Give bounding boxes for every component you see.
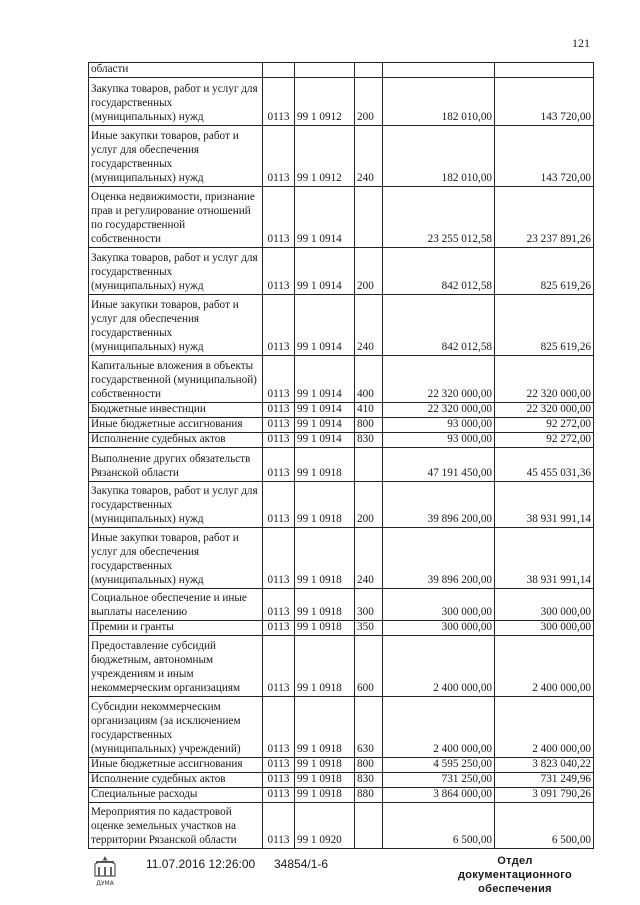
row-fact-amount <box>495 63 594 78</box>
row-name: Исполнение судебных актов <box>89 772 263 787</box>
timestamp: 11.07.2016 12:26:00 <box>146 857 256 871</box>
row-fact-amount: 825 619,26 <box>495 248 594 295</box>
row-fact-amount: 825 619,26 <box>495 295 594 356</box>
row-expense-type: 200 <box>355 78 383 126</box>
row-fact-amount: 38 931 991,14 <box>495 481 594 527</box>
table-row <box>89 126 594 187</box>
svg-text:ДУМА: ДУМА <box>96 880 114 887</box>
row-article-code: 99 1 0918 <box>295 481 355 527</box>
row-section-code: 0113 <box>263 787 295 802</box>
row-fact-amount: 143 720,00 <box>495 126 594 187</box>
row-expense-type: 800 <box>355 418 383 433</box>
table-row <box>89 432 594 447</box>
row-plan-amount: 47 191 450,00 <box>383 447 495 481</box>
table-row <box>89 757 594 772</box>
row-article-code: 99 1 0920 <box>295 802 355 848</box>
row-article-code: 99 1 0914 <box>295 356 355 403</box>
row-name: Иные бюджетные ассигнования <box>89 757 263 772</box>
row-name: Иные закупки товаров, работ и услуг для обеспечения государственных (муниципальных) нужд <box>89 527 263 588</box>
row-name: Иные закупки товаров, работ и услуг для обеспечения государственных (муниципальных) нужд <box>89 126 263 187</box>
table-row <box>89 418 594 433</box>
row-plan-amount: 39 896 200,00 <box>383 481 495 527</box>
row-article-code: 99 1 0918 <box>295 696 355 757</box>
row-article-code: 99 1 0914 <box>295 295 355 356</box>
row-expense-type: 830 <box>355 432 383 447</box>
row-expense-type: 200 <box>355 481 383 527</box>
row-section-code: 0113 <box>263 635 295 696</box>
row-name: Иные бюджетные ассигнования <box>89 418 263 433</box>
row-fact-amount: 6 500,00 <box>495 802 594 848</box>
row-fact-amount: 300 000,00 <box>495 620 594 635</box>
row-plan-amount: 93 000,00 <box>383 432 495 447</box>
table-row <box>89 481 594 527</box>
row-expense-type: 240 <box>355 126 383 187</box>
row-expense-type: 410 <box>355 403 383 418</box>
table-row <box>89 620 594 635</box>
row-article-code: 99 1 0914 <box>295 432 355 447</box>
row-section-code: 0113 <box>263 126 295 187</box>
row-fact-amount: 3 823 040,22 <box>495 757 594 772</box>
row-fact-amount: 143 720,00 <box>495 78 594 126</box>
row-name: Выполнение других обязательств Рязанской области <box>89 447 263 481</box>
row-plan-amount: 23 255 012,58 <box>383 187 495 248</box>
row-fact-amount: 2 400 000,00 <box>495 696 594 757</box>
row-article-code <box>295 63 355 78</box>
department-name: Отдел документационного обеспечения <box>457 855 573 895</box>
row-article-code: 99 1 0918 <box>295 787 355 802</box>
row-plan-amount: 22 320 000,00 <box>383 403 495 418</box>
row-section-code: 0113 <box>263 447 295 481</box>
row-article-code: 99 1 0914 <box>295 418 355 433</box>
table-row <box>89 772 594 787</box>
table-row <box>89 248 594 295</box>
row-section-code: 0113 <box>263 418 295 433</box>
row-name: Иные закупки товаров, работ и услуг для обеспечения государственных (муниципальных) нужд <box>89 295 263 356</box>
row-fact-amount: 38 931 991,14 <box>495 527 594 588</box>
row-name: Исполнение судебных актов <box>89 432 263 447</box>
table-row <box>89 295 594 356</box>
row-name: Закупка товаров, работ и услуг для государственных (муниципальных) нужд <box>89 481 263 527</box>
row-fact-amount: 22 320 000,00 <box>495 403 594 418</box>
row-name: Мероприятия по кадастровой оценке земельных участков на территории Рязанской области <box>89 802 263 848</box>
row-plan-amount: 300 000,00 <box>383 620 495 635</box>
row-article-code: 99 1 0918 <box>295 588 355 620</box>
row-expense-type: 880 <box>355 787 383 802</box>
row-article-code: 99 1 0914 <box>295 248 355 295</box>
row-name: Премии и гранты <box>89 620 263 635</box>
row-plan-amount: 842 012,58 <box>383 295 495 356</box>
row-expense-type: 600 <box>355 635 383 696</box>
row-plan-amount: 4 595 250,00 <box>383 757 495 772</box>
table-row <box>89 447 594 481</box>
row-expense-type: 800 <box>355 757 383 772</box>
row-plan-amount: 39 896 200,00 <box>383 527 495 588</box>
row-section-code: 0113 <box>263 620 295 635</box>
page-number: 121 <box>572 36 590 50</box>
row-plan-amount: 842 012,58 <box>383 248 495 295</box>
row-article-code: 99 1 0918 <box>295 635 355 696</box>
row-fact-amount: 45 455 031,36 <box>495 447 594 481</box>
row-plan-amount: 182 010,00 <box>383 78 495 126</box>
row-section-code: 0113 <box>263 481 295 527</box>
row-section-code: 0113 <box>263 356 295 403</box>
row-section-code: 0113 <box>263 295 295 356</box>
row-section-code: 0113 <box>263 403 295 418</box>
row-plan-amount: 731 250,00 <box>383 772 495 787</box>
table-row <box>89 802 594 848</box>
row-article-code: 99 1 0918 <box>295 447 355 481</box>
row-article-code: 99 1 0918 <box>295 527 355 588</box>
row-name: Капитальные вложения в объекты государственной (муниципальной) собственности <box>89 356 263 403</box>
footer <box>0 852 640 902</box>
row-expense-type: 630 <box>355 696 383 757</box>
row-expense-type: 300 <box>355 588 383 620</box>
row-name: Предоставление субсидий бюджетным, автономным учреждениям и иным некоммерческим организациям <box>89 635 263 696</box>
row-name: Социальное обеспечение и иные выплаты населению <box>89 588 263 620</box>
row-expense-type: 400 <box>355 356 383 403</box>
row-plan-amount: 2 400 000,00 <box>383 635 495 696</box>
row-name: Закупка товаров, работ и услуг для государственных (муниципальных) нужд <box>89 78 263 126</box>
row-plan-amount: 300 000,00 <box>383 588 495 620</box>
row-section-code: 0113 <box>263 432 295 447</box>
row-name: Оценка недвижимости, признание прав и регулирование отношений по государственной собственности <box>89 187 263 248</box>
row-plan-amount <box>383 63 495 78</box>
row-section-code: 0113 <box>263 588 295 620</box>
table-row <box>89 187 594 248</box>
table-row <box>89 63 594 78</box>
row-fact-amount: 23 237 891,26 <box>495 187 594 248</box>
row-article-code: 99 1 0914 <box>295 403 355 418</box>
row-expense-type <box>355 447 383 481</box>
row-article-code: 99 1 0918 <box>295 620 355 635</box>
duma-emblem-icon <box>90 854 120 888</box>
row-expense-type: 200 <box>355 248 383 295</box>
row-fact-amount: 92 272,00 <box>495 418 594 433</box>
row-fact-amount: 3 091 790,26 <box>495 787 594 802</box>
row-name: области <box>89 63 263 78</box>
table-row <box>89 78 594 126</box>
row-expense-type: 350 <box>355 620 383 635</box>
row-expense-type <box>355 802 383 848</box>
row-expense-type: 830 <box>355 772 383 787</box>
row-fact-amount: 22 320 000,00 <box>495 356 594 403</box>
row-name: Закупка товаров, работ и услуг для государственных (муниципальных) нужд <box>89 248 263 295</box>
document-number: 34854/1-6 <box>274 857 329 871</box>
table-row <box>89 696 594 757</box>
table-row <box>89 588 594 620</box>
row-section-code: 0113 <box>263 78 295 126</box>
row-plan-amount: 2 400 000,00 <box>383 696 495 757</box>
row-plan-amount: 6 500,00 <box>383 802 495 848</box>
row-article-code: 99 1 0918 <box>295 772 355 787</box>
row-section-code: 0113 <box>263 248 295 295</box>
row-section-code: 0113 <box>263 696 295 757</box>
row-expense-type: 240 <box>355 295 383 356</box>
table-row <box>89 527 594 588</box>
row-fact-amount: 92 272,00 <box>495 432 594 447</box>
row-fact-amount: 300 000,00 <box>495 588 594 620</box>
row-section-code: 0113 <box>263 772 295 787</box>
row-article-code: 99 1 0912 <box>295 78 355 126</box>
row-name: Бюджетные инвестиции <box>89 403 263 418</box>
row-expense-type: 240 <box>355 527 383 588</box>
row-name: Субсидии некоммерческим организациям (за исключением государственных (муниципальных) учреждений) <box>89 696 263 757</box>
row-section-code <box>263 63 295 78</box>
row-article-code: 99 1 0912 <box>295 126 355 187</box>
row-section-code: 0113 <box>263 757 295 772</box>
row-article-code: 99 1 0918 <box>295 757 355 772</box>
row-expense-type <box>355 63 383 78</box>
table-row <box>89 403 594 418</box>
row-fact-amount: 731 249,96 <box>495 772 594 787</box>
row-plan-amount: 3 864 000,00 <box>383 787 495 802</box>
row-section-code: 0113 <box>263 527 295 588</box>
row-article-code: 99 1 0914 <box>295 187 355 248</box>
row-section-code: 0113 <box>263 802 295 848</box>
row-expense-type <box>355 187 383 248</box>
budget-table <box>88 62 594 849</box>
row-plan-amount: 22 320 000,00 <box>383 356 495 403</box>
table-row <box>89 635 594 696</box>
table-row <box>89 787 594 802</box>
row-plan-amount: 93 000,00 <box>383 418 495 433</box>
table-row <box>89 356 594 403</box>
row-plan-amount: 182 010,00 <box>383 126 495 187</box>
row-section-code: 0113 <box>263 187 295 248</box>
row-fact-amount: 2 400 000,00 <box>495 635 594 696</box>
row-name: Специальные расходы <box>89 787 263 802</box>
